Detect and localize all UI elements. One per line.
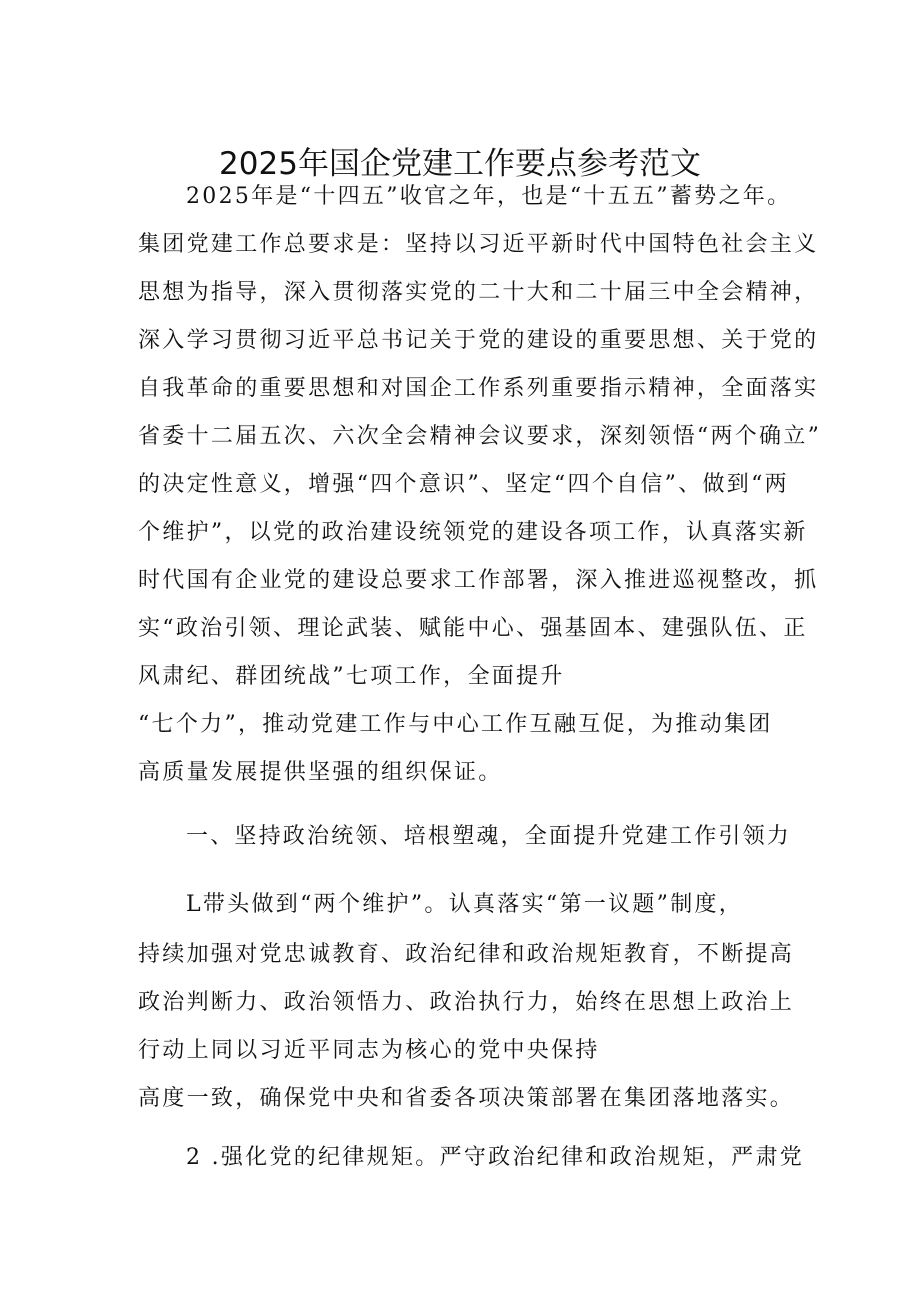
- paragraph-line: 2025年是“十四五”收官之年，也是“十五五”蓄势之年。: [186, 184, 792, 209]
- paragraph-line: 时代国有企业党的建设总要求工作部署，深入推进巡视整改，抓: [138, 568, 819, 593]
- paragraph-line: 高质量发展提供坚强的组织保证。: [138, 760, 503, 785]
- paragraph-line: 风肃纪、群团统战”七项工作，全面提升: [138, 664, 565, 689]
- item-line: 2 .强化党的纪律规矩。严守政治纪律和政治规矩，严肃党: [186, 1145, 805, 1170]
- item-line: L带头做到“两个维护”。认真落实“第一议题”制度，: [186, 892, 744, 917]
- paragraph-line: 思想为指导，深入贯彻落实党的二十大和二十届三中全会精神，: [138, 280, 819, 305]
- paragraph-line: 集团党建工作总要求是：坚持以习近平新时代中国特色社会主义: [138, 232, 819, 257]
- item-line: 高度一致，确保党中央和省委各项决策部署在集团落地落实。: [138, 1086, 795, 1111]
- document-title: 2025年国企党建工作要点参考范文: [219, 146, 701, 182]
- paragraph-line: “七个力”，推动党建工作与中心工作互融互促，为推动集团: [138, 712, 773, 737]
- item-line: 政治判断力、政治领悟力、政治执行力，始终在思想上政治上: [138, 990, 795, 1015]
- item-line: 持续加强对党忠诚教育、政治纪律和政治规矩教育，不断提高: [138, 942, 795, 967]
- item-line: 行动上同以习近平同志为核心的党中央保持: [138, 1038, 600, 1063]
- paragraph-line: 深入学习贯彻习近平总书记关于党的建设的重要思想、关于党的: [138, 328, 819, 353]
- section-heading: 一、坚持政治统领、培根塑魂，全面提升党建工作引领力: [186, 824, 792, 849]
- paragraph-line: 个维护”，以党的政治建设统领党的建设各项工作，认真落实新: [138, 520, 808, 545]
- paragraph-line: 的决定性意义，增强“四个意识”、坚定“四个自信”、做到“两: [138, 472, 789, 497]
- paragraph-line: 实“政治引领、理论武装、赋能中心、强基固本、建强队伍、正: [138, 616, 808, 641]
- paragraph-line: 省委十二届五次、六次全会精神会议要求，深刻领悟“两个确立”: [138, 424, 822, 449]
- paragraph-line: 自我革命的重要思想和对国企工作系列重要指示精神，全面落实: [138, 376, 819, 401]
